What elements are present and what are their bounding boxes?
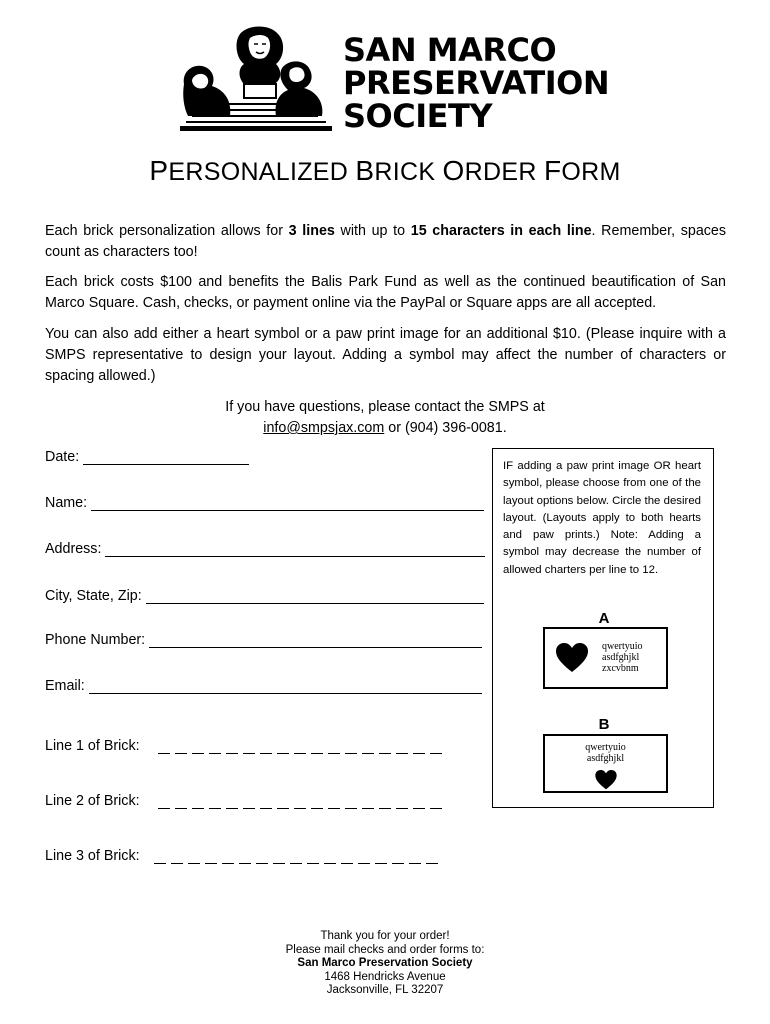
layout-option-b[interactable]: [543, 734, 668, 793]
heart-icon: [556, 643, 588, 673]
org-name-line: SAN MARCO: [343, 31, 557, 69]
form-title: [0, 155, 770, 187]
heart-icon: [595, 770, 617, 790]
footer-org: San Marco Preservation Society: [297, 957, 473, 969]
footer-line: Please mail checks and order forms to:: [285, 943, 485, 956]
brick-line-3: [45, 848, 443, 864]
field-label: Date:: [45, 449, 80, 465]
layout-option-a[interactable]: [543, 627, 668, 689]
character-blanks[interactable]: [158, 796, 447, 809]
text-run: Each brick personalization allows for: [45, 223, 289, 239]
brick-line-label: Line 2 of Brick:: [45, 793, 140, 809]
title-cap: F: [543, 155, 562, 186]
sample-line: asdfghjkl: [602, 652, 640, 663]
intro-paragraph-2: Each brick costs $100 and benefits the Balis Park Fund as well as the continued beautification of San Marco Square. Cash, checks, or payment online via the PayPal or Square apps are all accepted.: [45, 274, 726, 311]
title-part: RDER: [464, 158, 544, 186]
contact-line-2: [0, 418, 770, 439]
field-label: Address:: [45, 541, 102, 557]
symbol-instructions: IF adding a paw print image OR heart symbol, please choose from one of the layout options below. Circle the desired layout. (Layouts apply to both hearts and paw prints.) Note: Adding a symbol may decrease the number of allowed charters per line to 12.: [503, 460, 701, 576]
footer-street: 1468 Hendricks Avenue: [324, 970, 446, 983]
city-state-zip-input[interactable]: [146, 589, 484, 604]
email-field: [45, 678, 482, 694]
footer-city: Jacksonville, FL 32207: [326, 984, 444, 996]
brick-line-2: [45, 793, 447, 809]
brick-line-label: Line 1 of Brick:: [45, 738, 140, 754]
option-b-text: [545, 742, 666, 764]
text-run: . Remember, spaces count as characters too!: [45, 223, 727, 260]
sample-line: zxcvbnm: [602, 663, 639, 674]
option-a-text: [602, 641, 643, 674]
title-cap: B: [355, 155, 375, 186]
character-blanks[interactable]: [158, 741, 447, 754]
organization-name: [343, 31, 610, 135]
bold-text: 3 lines: [288, 223, 335, 239]
field-label: Email:: [45, 678, 85, 694]
contact-info: [0, 397, 770, 439]
character-blanks[interactable]: [154, 851, 443, 864]
title-part: ORM: [561, 158, 621, 186]
intro-paragraph-1: [45, 221, 726, 263]
org-name-line: PRESERVATION: [343, 64, 610, 102]
name-input[interactable]: [91, 496, 484, 511]
lion-statue-icon: [178, 24, 334, 134]
title-cap: O: [442, 155, 465, 186]
email-input[interactable]: [89, 679, 482, 694]
address-input[interactable]: [105, 542, 485, 557]
date-field: [45, 449, 249, 465]
sample-line: qwertyuio: [585, 742, 626, 753]
sample-line: qwertyuio: [602, 641, 643, 652]
sample-line: asdfghjkl: [586, 753, 625, 764]
contact-line: If you have questions, please contact the SMPS at: [225, 399, 545, 415]
option-b-label: B: [598, 716, 610, 733]
email-link[interactable]: info@smpsjax.com: [263, 420, 385, 436]
intro-paragraph-3: You can also add either a heart symbol or a paw print image for an additional $10. (Please inquire with a SMPS representative to design your layout. Adding a symbol may affect the number of characters or spacing allowed.): [45, 326, 726, 384]
bold-text: 15 characters in each line: [410, 223, 592, 239]
title-cap: P: [149, 155, 169, 186]
phone-field: [45, 632, 482, 648]
field-label: Phone Number:: [45, 632, 146, 648]
footer-line: Thank you for your order!: [320, 930, 450, 942]
title-part: ERSONALIZED: [168, 158, 356, 186]
phone-input[interactable]: [149, 633, 482, 648]
brick-line-1: [45, 738, 447, 754]
mailing-footer: [0, 930, 770, 998]
option-a-label: A: [598, 610, 610, 627]
brick-line-label: Line 3 of Brick:: [45, 848, 140, 864]
name-field: [45, 495, 484, 511]
title-part: RICK: [374, 158, 443, 186]
org-name-line: SOCIETY: [343, 97, 492, 135]
field-label: City, State, Zip:: [45, 588, 142, 604]
address-field: [45, 541, 485, 557]
field-label: Name:: [45, 495, 88, 511]
text-run: with up to: [334, 223, 411, 239]
phone-text: or (904) 396-0081.: [384, 420, 507, 436]
date-input[interactable]: [83, 450, 249, 465]
city-state-zip-field: [45, 588, 484, 604]
